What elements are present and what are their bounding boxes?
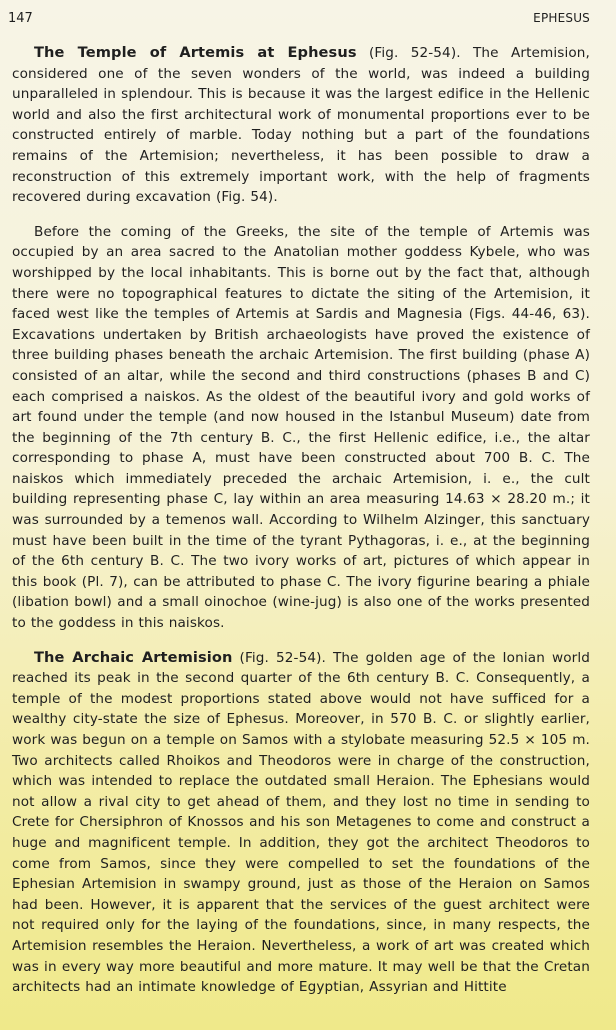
page-header [8,11,590,31]
page-number: 147 [8,11,33,26]
running-head: EPHESUS [533,11,590,25]
page-body [12,43,590,1012]
paragraph-before-greeks [12,222,590,634]
paragraph-text: (Fig. 52-54). The golden age of the Ionian world reached its peak in the second quarter of the 6th century B. C. Consequently, a temple of the modest proportions stated above would not have sufficed for a wealthy city-state the size of Ephesus. Moreover, in 570 B. C. or slightly earlier, work was begun on a temple on Samos with a stylobate measuring 52.5 × 105 m. Two architects called Rhoikos and Theodoros were in charge of the construction, which was intended to replace the outdated small Heraion. The Ephesians would not allow a rival city to get ahead of them, and they lost no time in sending to Crete for Chersiphron of Knossos and his son Metagenes to come and construct a huge and magnificent temple. In addition, they got the architect Theodoros to come from Samos, since they were compelled to set the foundations of the Ephesian Artemision in swampy ground, just as those of the Heraion on Samos had been. However, it is apparent that the services of the guest architect were not required only for the laying of the foundations, since, in many respects, the Artemision resembles the Heraion. Nevertheless, a work of art was created which was in every way more beautiful and more mature. It may well be that the Cretan architects had an intimate knowledge of Egyptian, Assyrian and Hittite [12,649,590,996]
paragraph-text: Before the coming of the Greeks, the site of the temple of Artemis was occupied by an area sacred to the Anatolian mother goddess Kybele, who was worshipped by the local inhabitants. This is borne out by the fact that, although there were no topographical features to dictate the siting of the Artemision, it faced west like the temples of Artemis at Sardis and Magnesia (Figs. 44-46, 63). Excavations undertaken by British archaeologists have proved the existence of three building phases beneath the archaic Artemision. The first building (phase A) consisted of an altar, while the second and third constructions (phases B and C) each comprised a naiskos. As the oldest of the beautiful ivory and gold works of art found under the temple (and now housed in the Istanbul Museum) date from the beginning of the 7th century B. C., the first Hellenic edifice, i.e., the altar corresponding to phase A, must have been constructed about 700 B. C. The naiskos which immediately preceded the archaic Artemision, i. e., the cult building representing phase C, lay within an area measuring 14.63 × 28.20 m.; it was surrounded by a temenos wall. According to Wilhelm Alzinger, this sanctuary must have been built in the time of the tyrant Pythagoras, i. e., at the beginning of the 6th century B. C. The two ivory works of art, pictures of which appear in this book (Pl. 7), can be attributed to phase C. The ivory figurine bearing a phiale (libation bowl) and a small oinochoe (wine-jug) is also one of the works presented to the goddess in this naiskos. [12,223,590,632]
paragraph-archaic-artemision [12,648,590,998]
section-heading-archaic-artemision: The Archaic Artemision [34,648,233,666]
paragraph-text: (Fig. 52-54). The Artemision, considered one of the seven wonders of the world, was indeed a building unparalleled in splendour. This is because it was the largest edifice in the Hellenic world and also the first architectural work of monumental proportions ever to be constructed entirely of marble. Today nothing but a part of the foundations remains of the Artemision; nevertheless, it has been possible to draw a reconstruction of this extremely important work, with the help of fragments recovered during excavation (Fig. 54). [12,45,590,206]
section-heading-temple-of-artemis: The Temple of Artemis at Ephesus [34,44,357,61]
paragraph-temple-of-artemis [12,43,590,208]
